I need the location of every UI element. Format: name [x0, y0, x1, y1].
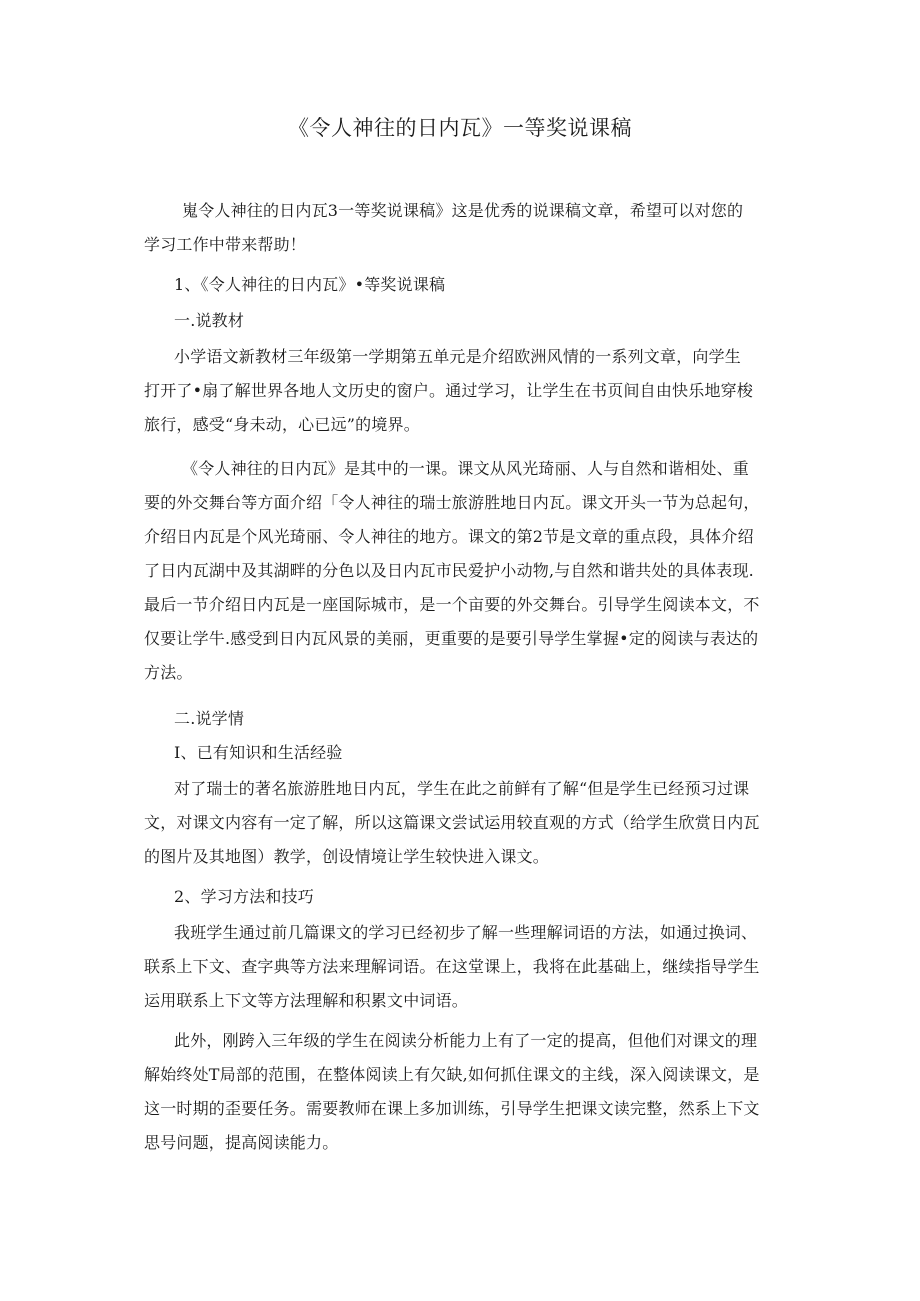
paragraph-5-cont: 解始终处T局部的范围，在整体阅读上有欠缺,如何抓住课文的主线，深入阅读课文，是 这一时期的歪要任务。需要教师在课上多加训练，引导学生把课文读完整，然系上下文 思号问题，提高阅读能力。 [144, 1065, 760, 1152]
subheading-learning-methods: 2、学习方法和技巧 [174, 887, 314, 906]
heading-learning-situation: 二.说学情 [174, 709, 245, 728]
paragraph-4: 我班学生通过前几篇课文的学习已经初步了解一些理解词语的方法，如通过换词、 [174, 923, 758, 942]
intro-line-2: 学习工作中带来帮助！ [144, 235, 307, 254]
section-heading: 1、《令人神往的日内瓦》•等奖说课稿 [174, 275, 446, 294]
paragraph-4-cont: 联系上下文、查字典等方法来理解词语。在这堂课上，我将在此基础上，继续指导学生 运用联系上下文等方法理解和积累文中词语。 [144, 957, 760, 1010]
document-title: 《令人神往的日内瓦》一等奖说课稿 [288, 116, 632, 140]
intro-line-1: 嵬令人神往的日内瓦3一等奖说课稿》这是优秀的说课稿文章，希望可以对您的 [182, 201, 744, 220]
intro-paragraph [182, 194, 822, 228]
paragraph-2: 《令人神往的日内瓦》是其中的一课。课文从风光琦丽、人与自然和谐相处、重 [182, 459, 750, 478]
paragraph-1-cont: 打开了•扇了解世界各地人文历史的窗户。通过学习，让学生在书页间自由快乐地穿梭 旅行，感受“身未动，心已远”的境界。 [144, 381, 754, 434]
heading-teaching-material: 一.说教材 [174, 311, 245, 330]
paragraph-3: 对了瑞士的著名旅游胜地日内瓦，学生在此之前鲜有了解“但是学生已经预习过课 [174, 779, 750, 798]
intro-paragraph-cont [144, 228, 804, 262]
paragraph-1: 小学语文新教材三年级第一学期第五单元是介绍欧洲风情的一系列文章，向学生 [174, 347, 742, 366]
paragraph-5: 此外，刚跨入三年级的学生在阅读分析能力上有了一定的提高，但他们对课文的理 [174, 1031, 758, 1050]
subheading-existing-knowledge: I、已有知识和生活经验 [174, 743, 343, 762]
paragraph-3-cont: 文，对课文内容有一定了解，所以这篇课文尝试运用较直观的方式（给学生欣赏日内瓦 的图片及其地图）教学，创设情境让学生较快进入课文。 [144, 813, 760, 866]
paragraph-2-cont: 要的外交舞台等方面介绍「令人神往的瑞士旅游胜地日内瓦。课文开头一节为总起句， 介绍日内瓦是个风光琦丽、令人神往的地方。课文的第2节是文章的重点段，具体介绍 了日内瓦湖中及其湖畔的分色以及日内瓦市民爱护小动物,与自然和谐共处的具体表现. 最后一节介绍日内瓦是一座国际城市，是一个亩要的外交舞台。引导学生阅读本文，不 仅要让学牛.感受到日内瓦风景的美丽，更重要的是要引导学生掌握•定的阅读与表达的 方法。 [144, 493, 760, 682]
